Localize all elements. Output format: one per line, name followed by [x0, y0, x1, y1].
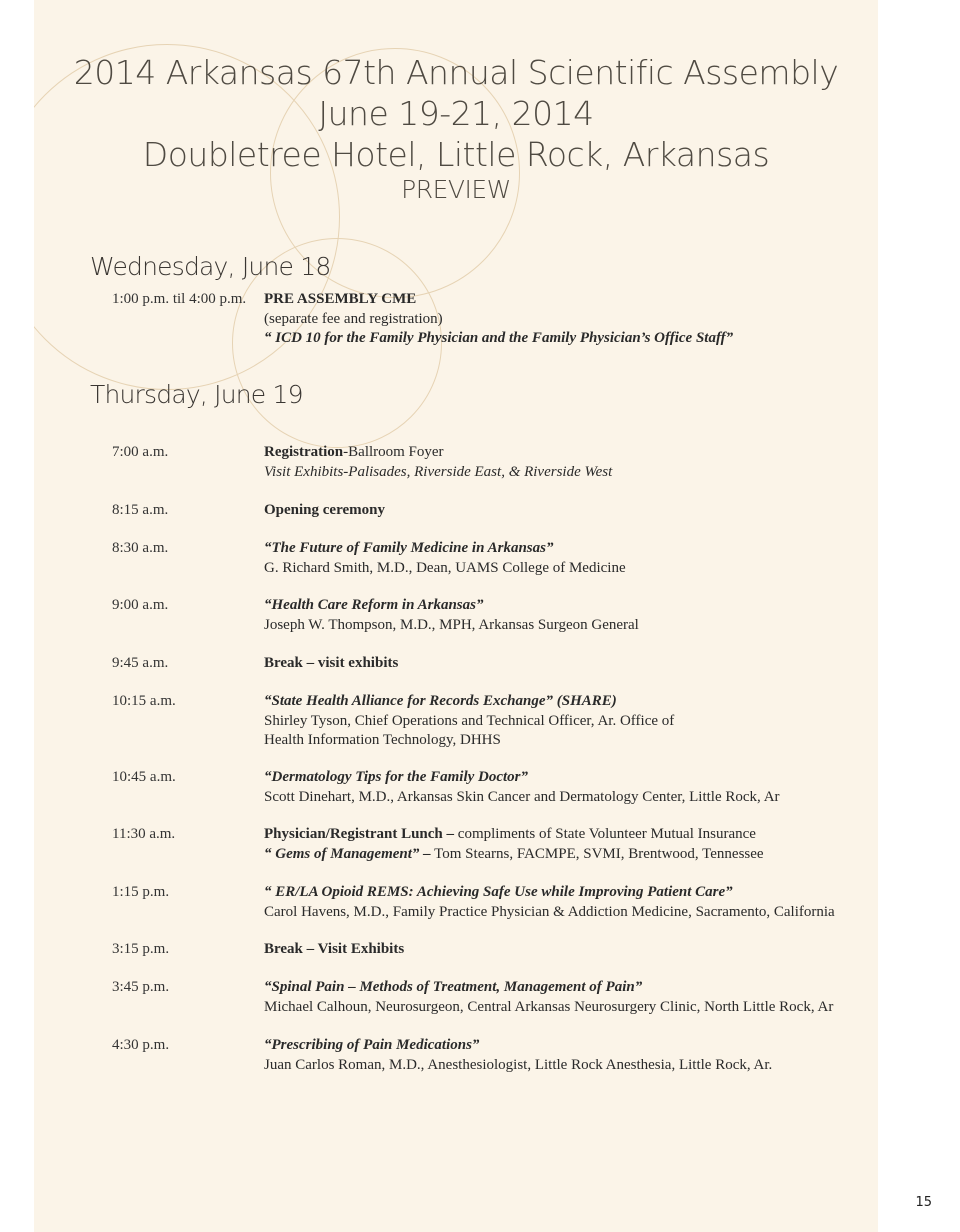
session-time: 4:30 p.m. — [112, 1037, 170, 1053]
session-block — [264, 978, 833, 1017]
session-location: -Ballroom Foyer — [343, 444, 444, 460]
page-header — [34, 52, 878, 205]
session-speaker: Carol Havens, M.D., Family Practice Physician & Addiction Medicine, Sacramento, California — [264, 903, 835, 920]
session-subtitle: “ Gems of Management” – — [264, 845, 431, 862]
session-block — [264, 825, 764, 864]
session-sponsor: compliments of State Volunteer Mutual Insurance — [454, 826, 756, 842]
session-time: 8:15 a.m. — [112, 502, 169, 518]
session-speaker: Michael Calhoun, Neurosurgeon, Central Arkansas Neurosurgery Clinic, North Little Rock, Ar — [264, 998, 834, 1015]
session-block — [264, 539, 626, 578]
session-block — [264, 940, 404, 960]
session-detail: Visit Exhibits-Palisades, Riverside East, & Riverside West — [264, 463, 613, 480]
session-time: 8:30 a.m. — [112, 540, 169, 556]
session-title: “Prescribing of Pain Medications” — [264, 1037, 480, 1053]
session-title: Break – visit exhibits — [264, 655, 399, 671]
session-block — [264, 883, 835, 922]
session-time: 9:45 a.m. — [112, 655, 169, 671]
header-preview: PREVIEW — [401, 175, 511, 204]
session-time: 3:15 p.m. — [112, 941, 170, 957]
session-time: 10:45 a.m. — [112, 769, 176, 785]
page-number: 15 — [915, 1195, 932, 1210]
header-venue: Doubletree Hotel, Little Rock, Arkansas — [142, 135, 770, 174]
session-speaker-cont: Health Information Technology, DHHS — [264, 732, 501, 748]
session-time: 3:45 p.m. — [112, 979, 170, 995]
day-heading-thursday: Thursday, June 19 — [90, 380, 303, 409]
session-title: “ ER/LA Opioid REMS: Achieving Safe Use while Improving Patient Care” — [264, 884, 733, 900]
session-speaker: Scott Dinehart, M.D., Arkansas Skin Cancer and Dermatology Center, Little Rock, Ar — [264, 788, 780, 805]
session-time: 1:15 p.m. — [112, 884, 170, 900]
header-dates: June 19-21, 2014 — [318, 94, 594, 133]
session-block — [264, 654, 398, 674]
session-speaker: Tom Stearns, FACMPE, SVMI, Brentwood, Tennessee — [430, 845, 764, 862]
session-speaker: Joseph W. Thompson, M.D., MPH, Arkansas Surgeon General — [264, 616, 639, 633]
session-block — [264, 290, 733, 349]
session-block — [264, 596, 639, 635]
session-title: Registration — [264, 444, 344, 460]
session-title: “State Health Alliance for Records Exchange” (SHARE) — [264, 693, 617, 709]
session-time: 1:00 p.m. til 4:00 p.m. — [112, 291, 247, 307]
session-speaker: G. Richard Smith, M.D., Dean, UAMS College of Medicine — [264, 559, 626, 576]
session-speaker: Juan Carlos Roman, M.D., Anesthesiologist, Little Rock Anesthesia, Little Rock, Ar. — [264, 1056, 773, 1073]
session-title: PRE ASSEMBLY CME — [264, 291, 417, 307]
session-title: “Spinal Pain – Methods of Treatment, Management of Pain” — [264, 979, 643, 995]
session-block — [264, 768, 780, 807]
session-time: 10:15 a.m. — [112, 693, 176, 709]
session-block — [264, 501, 385, 521]
session-title: Physician/Registrant Lunch – — [264, 826, 455, 842]
session-block — [264, 443, 612, 482]
session-title: “Health Care Reform in Arkansas” — [264, 597, 484, 613]
session-time: 7:00 a.m. — [112, 444, 169, 460]
day-heading-wednesday: Wednesday, June 18 — [90, 252, 331, 281]
session-block — [264, 1036, 772, 1075]
session-block — [264, 692, 674, 751]
session-title: “Dermatology Tips for the Family Doctor” — [264, 769, 529, 785]
session-speaker: Shirley Tyson, Chief Operations and Technical Officer, Ar. Office of — [264, 712, 675, 729]
session-topic: “ ICD 10 for the Family Physician and the Family Physician’s Office Staff” — [264, 330, 734, 346]
session-note: (separate fee and registration) — [264, 310, 443, 327]
session-title: Break – Visit Exhibits — [264, 941, 405, 957]
session-title: “The Future of Family Medicine in Arkansas” — [264, 540, 554, 556]
session-time: 9:00 a.m. — [112, 597, 169, 613]
session-time: 11:30 a.m. — [112, 826, 176, 842]
program-page — [34, 0, 878, 1232]
header-title: 2014 Arkansas 67th Annual Scientific Assembly — [73, 53, 839, 92]
session-title: Opening ceremony — [264, 502, 385, 518]
